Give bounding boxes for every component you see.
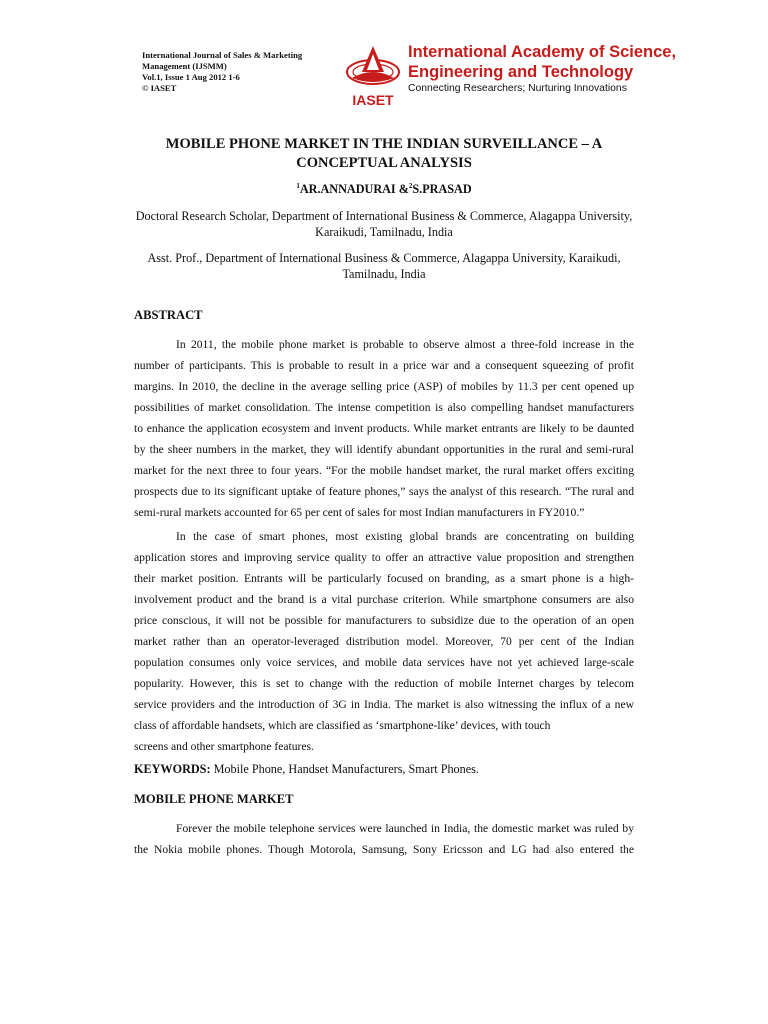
- paper-authors: [130, 182, 638, 197]
- text-line: the Nokia mobile phones. Though Motorola, Samsung, Sony Ericsson and LG had also entered the: [134, 843, 634, 856]
- organization-tagline: Connecting Researchers; Nurturing Innovations: [408, 83, 627, 94]
- text-line: price conscious, it will not be possible for manufacturers to subsidize due to the operation of an open: [134, 614, 634, 627]
- author2-name: S.PRASAD: [412, 182, 472, 197]
- text-line: involvement product and the brand is a vital purchase criterion. While smartphone consumers are also: [134, 593, 634, 606]
- affiliation-1-line2: Karaikudi, Tamilnadu, India: [315, 225, 453, 239]
- text-line: prospects due to its significant uptake of feature phones,” says the analyst of this research. “The rural and: [134, 485, 634, 498]
- journal-name-line1: International Journal of Sales & Marketing: [142, 50, 303, 60]
- paper-title-line1: MOBILE PHONE MARKET IN THE INDIAN SURVEILLANCE – A: [165, 136, 603, 152]
- organization-name-line2: Engineering and Technology: [408, 63, 634, 81]
- text-line: margins. In 2010, the decline in the average selling price (ASP) of mobiles by 11.3 per cent opened up: [134, 380, 634, 393]
- text-line: semi-rural markets accounted for 65 per cent of sales for most Indian manufacturers in FY2010.”: [134, 506, 585, 519]
- journal-name-line2: Management (IJSMM): [142, 61, 227, 71]
- affiliation-2: [130, 250, 638, 282]
- organization-name-line1: International Academy of Science,: [408, 43, 677, 61]
- text-line: service providers and the introduction of 3G in India. The market is also witnessing the influx of a new: [134, 698, 634, 711]
- affiliation-2-line2: Tamilnadu, India: [342, 267, 426, 281]
- journal-volume: Vol.1, Issue 1 Aug 2012 1-6: [142, 72, 240, 82]
- keywords: [134, 762, 479, 777]
- journal-info: [142, 50, 342, 94]
- author1-name: AR.ANNADURAI &: [299, 182, 409, 197]
- text-line: application stores and improving service quality to offer an attractive value proposition and strengthen: [134, 551, 634, 564]
- text-line: population consumes only voice services, and mobile data services have not yet achieved large-scale: [134, 656, 634, 669]
- keywords-value: Mobile Phone, Handset Manufacturers, Smart Phones.: [210, 762, 479, 776]
- iaset-logo-icon: [338, 44, 408, 108]
- text-line: to enhance the application ecosystem and invent products. While market entrants are likely to be daunted: [134, 422, 634, 435]
- text-line: In the case of smart phones, most existing global brands are concentrating on building: [176, 530, 634, 543]
- author2-mark: 2: [408, 182, 413, 190]
- affiliation-2-line1: Asst. Prof., Department of International Business & Commerce, Alagappa University, Karaikudi,: [147, 251, 621, 265]
- text-line: market for the next three to four years. “For the mobile handset market, the rural market offers exciting: [134, 464, 634, 477]
- paper-title: [130, 135, 638, 173]
- text-line: possibilities of market consolidation. The intense competition is also compelling handset manufacturers: [134, 401, 634, 414]
- text-line: popularity. However, this is set to change with the reduction of mobile Internet charges by telecom: [134, 677, 634, 690]
- affiliation-1-line1: Doctoral Research Scholar, Department of International Business & Commerce, Alagappa University,: [135, 209, 633, 223]
- iaset-logo-text: IASET: [352, 92, 394, 108]
- mobile-phone-market-heading: MOBILE PHONE MARKET: [134, 792, 294, 806]
- journal-copyright: © IASET: [142, 83, 177, 93]
- keywords-label: KEYWORDS:: [134, 762, 211, 776]
- organization-banner: [408, 42, 677, 94]
- abstract-paragraph-2: [134, 526, 634, 757]
- market-paragraph-1: [134, 818, 634, 860]
- author1-mark: 1: [296, 182, 300, 190]
- abstract-paragraph-1: [134, 334, 634, 523]
- text-line: their market position. Entrants will be particularly focused on branding, as a smart phone is a high-: [134, 572, 634, 585]
- paper-title-line2: CONCEPTUAL ANALYSIS: [296, 155, 472, 171]
- text-line: by the sheer numbers in the market, they will identify abundant opportunities in the rural and semi-rural: [134, 443, 634, 456]
- affiliation-1: [130, 208, 638, 240]
- text-line: number of participants. This is probable to result in a price war and a consequent squeezing of profit: [134, 359, 634, 372]
- text-line: market rather than an operator-leveraged distribution model. Moreover, 70 per cent of the Indian: [134, 635, 634, 648]
- text-line: In 2011, the mobile phone market is probable to observe almost a three-fold increase in the: [176, 338, 634, 351]
- abstract-heading: ABSTRACT: [134, 308, 203, 322]
- text-line: screens and other smartphone features.: [134, 740, 314, 753]
- text-line: class of affordable handsets, which are classified as ‘smartphone-like’ devices, with touch: [134, 719, 551, 732]
- text-line: Forever the mobile telephone services were launched in India, the domestic market was ruled by: [176, 822, 634, 835]
